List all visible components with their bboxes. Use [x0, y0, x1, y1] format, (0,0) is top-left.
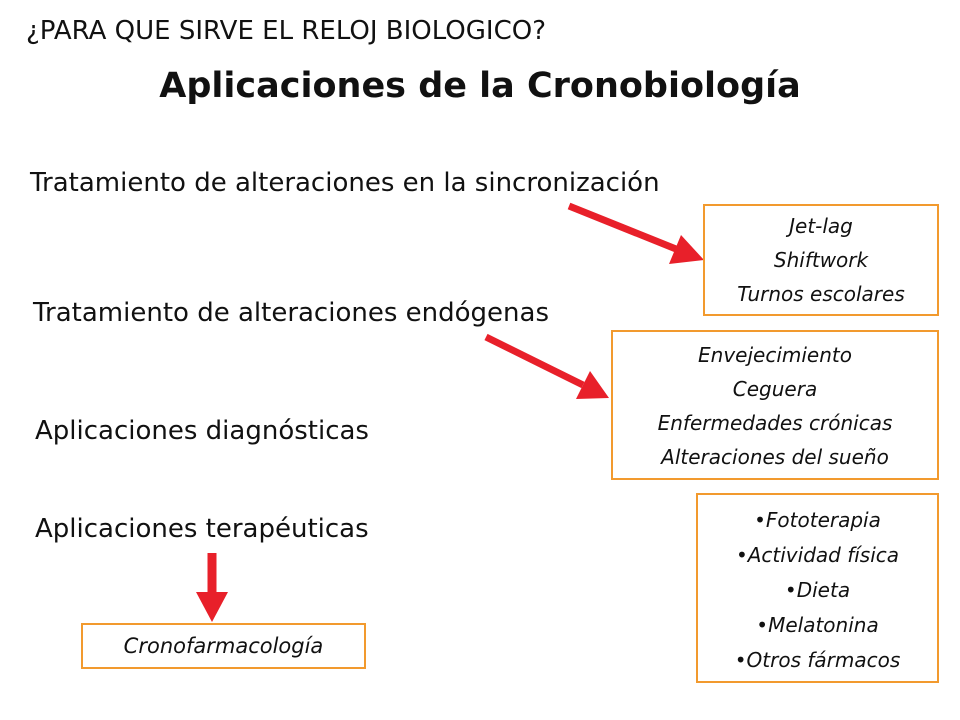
page-question: ¿PARA QUE SIRVE EL RELOJ BIOLOGICO? [26, 16, 546, 46]
heading-therapeutic-applications: Aplicaciones terapéuticas [35, 514, 369, 544]
page-title: Aplicaciones de la Cronobiología [159, 66, 801, 106]
heading-diagnostic-applications: Aplicaciones diagnósticas [35, 416, 369, 446]
arrow-sync [569, 206, 704, 264]
box-item: •Otros fármacos [734, 648, 901, 672]
box-item: Ceguera [732, 377, 818, 401]
box-item: Alteraciones del sueño [661, 445, 889, 469]
heading-sync-treatment: Tratamiento de alteraciones en la sincronización [30, 168, 660, 198]
arrow-endogenous [486, 337, 609, 399]
box-endogenous-examples [611, 330, 939, 480]
box-item: Shiftwork [773, 248, 869, 272]
box-therapeutic-examples [696, 493, 939, 683]
box-item: Enfermedades crónicas [657, 411, 893, 435]
box-item: •Melatonina [756, 613, 879, 637]
box-sync-examples [703, 204, 939, 316]
box-item: Turnos escolares [737, 282, 905, 306]
box-item: Cronofarmacología [123, 634, 324, 658]
arrow-therapeutic [196, 553, 228, 622]
box-item: Envejecimiento [698, 343, 852, 367]
box-item: Jet-lag [789, 214, 853, 238]
box-item: •Dieta [784, 578, 851, 602]
box-item: •Fototerapia [754, 508, 881, 532]
heading-endogenous-treatment: Tratamiento de alteraciones endógenas [33, 298, 549, 328]
box-chronopharmacology [81, 623, 366, 669]
box-item: •Actividad física [735, 543, 900, 567]
